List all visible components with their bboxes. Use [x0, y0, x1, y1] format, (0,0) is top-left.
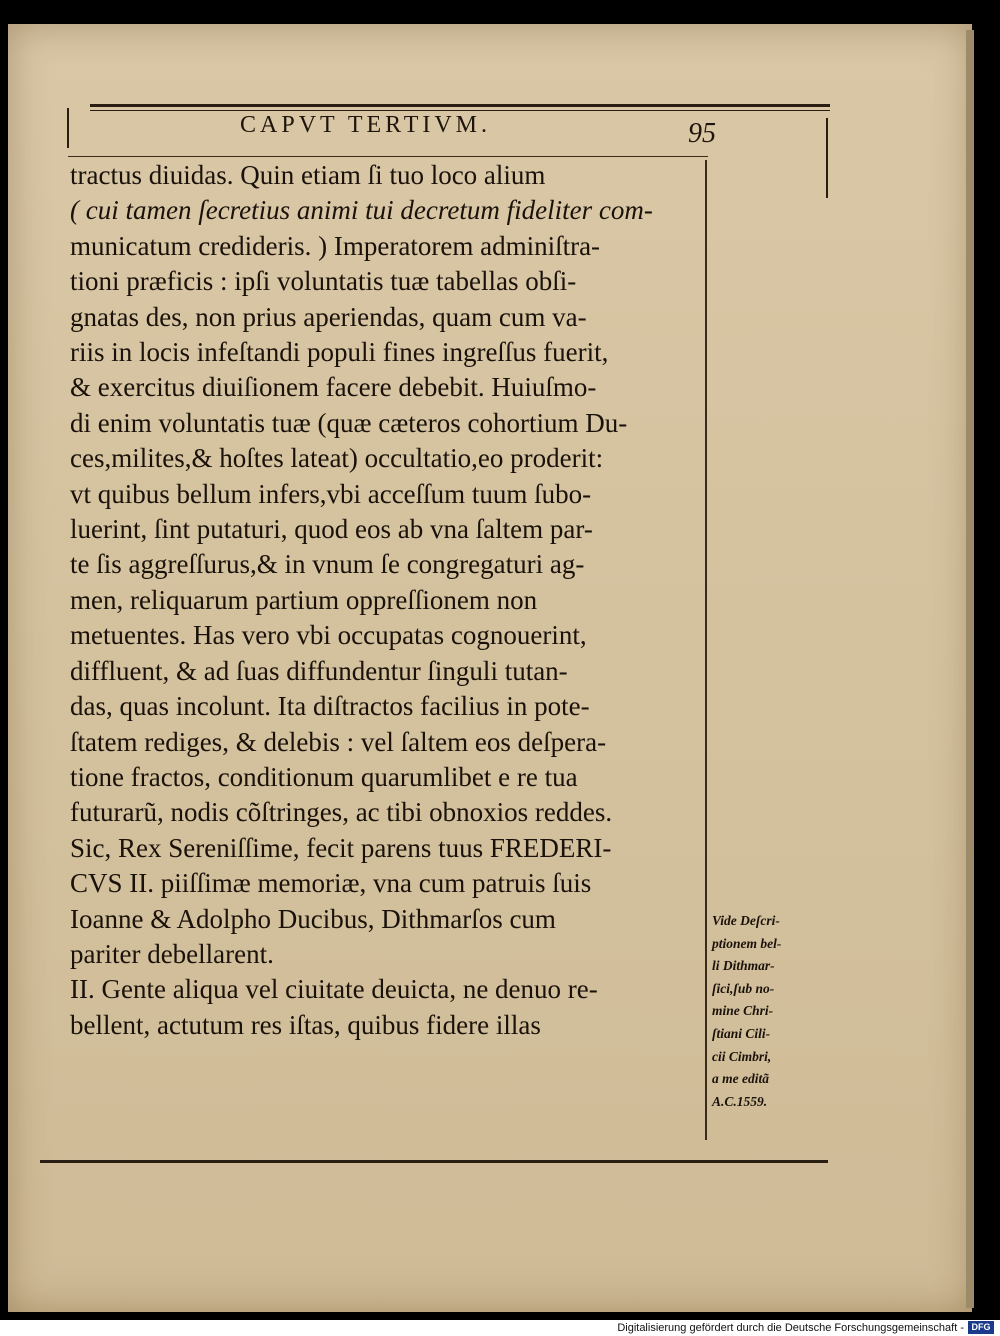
text-line: diffluent, & ad ſuas diffundentur ſinguli tutan-	[70, 655, 568, 686]
text-line: ces,milites,& hoſtes lateat) occultatio,eo proderit:	[70, 443, 604, 474]
margin-note-line: A.C.1559.	[712, 1093, 768, 1109]
right-rule-mark	[826, 118, 828, 198]
text-line: te ſis aggreſſurus,& in vnum ſe congregaturi ag-	[70, 549, 585, 580]
text-line: II. Gente aliqua vel ciuitate deuicta, ne denuo re-	[70, 974, 598, 1005]
text-line: di enim voluntatis tuæ (quæ cæteros cohortium Du-	[70, 407, 628, 438]
margin-note-line: mine Chri-	[712, 1003, 774, 1019]
dfg-logo-icon: DFG	[968, 1321, 994, 1334]
text-line: municatum credideris. ) Imperatorem adminiſtra-	[70, 230, 601, 261]
text-line: pariter debellarent.	[70, 938, 274, 969]
text-line: tioni præficis : ipſi voluntatis tuæ tabellas obſi-	[70, 266, 577, 297]
body-text	[70, 158, 706, 1043]
text-line: vt quibus bellum infers,vbi acceſſum tuum ſubo-	[70, 478, 592, 509]
text-line: gnatas des, non prius aperiendas, quam cum va-	[70, 301, 587, 332]
text-line: men, reliquarum partium oppreſſionem non	[70, 584, 538, 615]
text-line: das, quas incolunt. Ita diſtractos facilius in pote-	[70, 691, 590, 722]
text-line: CVS II. piiſſimæ memoriæ, vna cum patruis ſuis	[70, 868, 592, 899]
text-line: Sic, Rex Sereniſſime, fecit parens tuus FREDERI-	[70, 832, 612, 863]
page-number: 95	[688, 118, 716, 149]
text-line: ( cui tamen ſecretius animi tui decretum fideliter com-	[70, 195, 653, 226]
header-underline	[68, 156, 708, 157]
text-line: Ioanne & Adolpho Ducibus, Dithmarſos cum	[70, 903, 556, 934]
text-line: tractus diuidas. Quin etiam ſi tuo loco alium	[70, 160, 546, 190]
text-line: riis in locis infeſtandi populi fines ingreſſus fuerit,	[70, 337, 609, 368]
text-line: tione fractos, conditionum quarumlibet e re tua	[70, 761, 578, 792]
margin-note-line: li Dithmar-	[712, 958, 775, 974]
margin-note-line: Vide Deſcri-	[712, 913, 780, 928]
bottom-rule	[40, 1160, 828, 1163]
margin-note-line: ptionem bel-	[712, 935, 782, 951]
left-rule-mark	[67, 108, 69, 148]
text-line: & exercitus diuiſionem facere debebit. Huiuſmo-	[70, 372, 597, 403]
text-line: ſtatem rediges, & delebis : vel ſaltem eos deſpera-	[70, 726, 607, 757]
margin-note	[712, 910, 812, 1113]
footer-credit: Digitalisierung gefördert durch die Deutsche Forschungsgemeinschaft -	[617, 1322, 964, 1334]
top-rule-thin	[90, 110, 830, 111]
page-edge	[966, 30, 974, 1308]
margin-note-line: a me editã	[712, 1071, 769, 1087]
text-line: bellent, actutum res iſtas, quibus fidere illas	[70, 1009, 541, 1040]
text-line: metuentes. Has vero vbi occupatas cognouerint,	[70, 620, 587, 651]
top-rule	[90, 104, 830, 107]
text-line: luerint, ſint putaturi, quod eos ab vna ſaltem par-	[70, 514, 593, 545]
margin-note-line: ſtiani Cili-	[712, 1025, 771, 1041]
margin-note-line: cii Cimbri,	[712, 1048, 772, 1064]
running-head: CAPVT TERTIVM.	[240, 112, 492, 138]
margin-note-line: ſici,ſub no-	[712, 980, 775, 996]
text-line: futurarũ, nodis cõſtringes, ac tibi obnoxios reddes.	[70, 797, 613, 828]
